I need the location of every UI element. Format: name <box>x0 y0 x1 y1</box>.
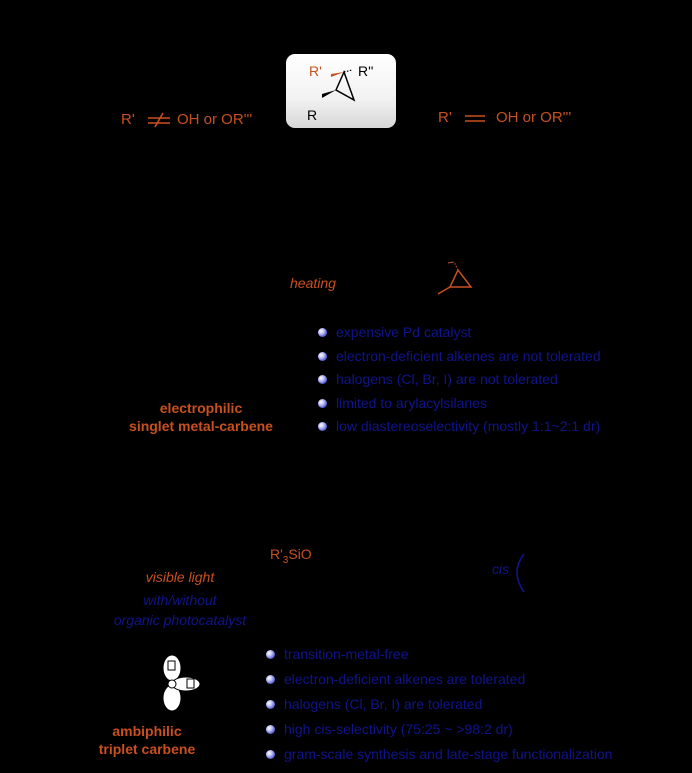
list-item: limited to arylacylsilanes <box>318 395 601 419</box>
list-item: halogens (Cl, Br, I) are tolerated <box>266 696 612 721</box>
card-r-prime-label: R' <box>309 63 322 79</box>
organic-photocatalyst-label: organic photocatalyst <box>113 612 247 628</box>
visible-light-label: visible light <box>145 569 215 585</box>
list-item: halogens (Cl, Br, I) are not tolerated <box>318 371 601 395</box>
list-item: high cis-selectivity (75:25 ~ >98:2 dr) <box>266 721 612 746</box>
bullet-dot-icon <box>318 375 327 384</box>
left-oh-or-label: OH or OR''' <box>177 111 253 128</box>
equal-icon <box>463 112 487 124</box>
left-r-prime-label: R' <box>121 111 135 128</box>
bullet-dot-icon <box>266 675 275 684</box>
visible-light-caption <box>100 567 260 630</box>
silyloxy-cyclopropane-icon <box>300 555 350 600</box>
silylcyclopropane-small-icon <box>436 258 476 296</box>
carbene-caption-line2: singlet metal-carbene <box>129 418 273 434</box>
bullet-dot-icon <box>318 352 327 361</box>
bullet-dot-icon <box>318 328 327 337</box>
cis-label: cis <box>492 561 510 577</box>
silyl-ether-label: $R'_3SiO$ <box>270 546 312 566</box>
triplet-carbene-caption <box>87 722 207 758</box>
cis-arc-arrow-icon <box>512 550 528 596</box>
with-without-label: with/without <box>143 592 217 608</box>
cyclopropane-structure-icon <box>286 54 396 128</box>
list-item: low diastereoselectivity (mostly 1:1~2:1 dr) <box>318 418 601 442</box>
bullet-dot-icon <box>318 399 327 408</box>
metal-carbene-caption <box>115 399 287 435</box>
card-r-double-prime-label: R'' <box>358 63 374 79</box>
triplet-caption-line2: triplet carbene <box>98 741 196 757</box>
bullet-dot-icon <box>266 750 275 759</box>
list-item: electron-deficient alkenes are tolerated <box>266 671 612 696</box>
cyclopropanol-icon <box>540 555 590 600</box>
ho-label: HO <box>536 545 557 561</box>
heating-label: heating <box>290 275 336 291</box>
triplet-orbital-icon <box>148 654 208 714</box>
card-r-label: R <box>307 107 318 123</box>
list-item: transition-metal-free <box>266 646 612 671</box>
triplet-caption-line1: ambiphilic <box>112 723 182 739</box>
section2-bullet-list <box>266 646 612 771</box>
bullet-dot-icon <box>266 725 275 734</box>
carbene-caption-line1: electrophilic <box>159 400 243 416</box>
not-equal-icon <box>146 112 172 128</box>
bullet-dot-icon <box>266 650 275 659</box>
list-item: gram-scale synthesis and late-stage functionalization <box>266 746 612 771</box>
right-r-prime-label: R' <box>438 109 452 126</box>
list-item: expensive Pd catalyst <box>318 324 601 348</box>
bullet-dot-icon <box>318 422 327 431</box>
right-oh-or-label: OH or OR''' <box>496 109 572 126</box>
section1-bullet-list <box>318 324 601 442</box>
list-item: electron-deficient alkenes are not tolerated <box>318 348 601 372</box>
bullet-dot-icon <box>266 700 275 709</box>
